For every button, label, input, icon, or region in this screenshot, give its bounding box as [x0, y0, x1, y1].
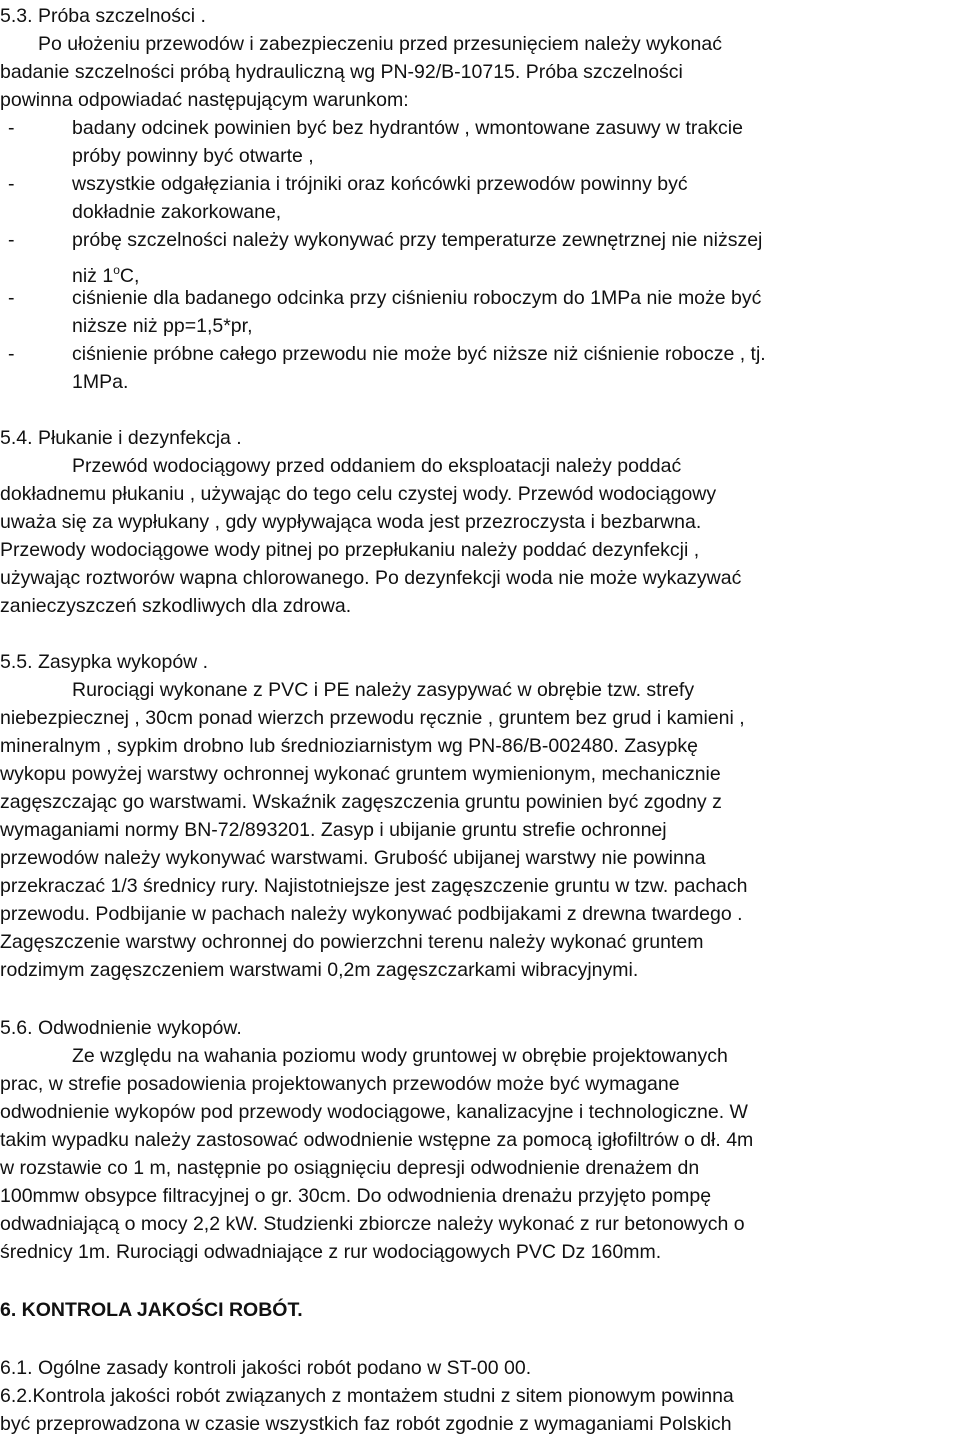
paragraph-line: zanieczyszczeń szkodliwych dla zdrowa.	[0, 595, 352, 617]
paragraph-line: Ze względu na wahania poziomu wody gruntowej w obrębie projektowanych	[72, 1045, 728, 1067]
list-item-line: badany odcinek powinien być bez hydrantów , wmontowane zasuwy w trakcie	[72, 117, 743, 139]
list-item-line	[72, 256, 140, 287]
paragraph-line: powinna odpowiadać następującym warunkom:	[0, 89, 409, 111]
degree-superscript: o	[113, 263, 120, 277]
list-dash: -	[8, 343, 15, 365]
paragraph-line: takim wypadku należy zastosować odwodnienie wstępne za pomocą igłofiltrów o dł. 4m	[0, 1129, 754, 1151]
paragraph-line: 6.2.Kontrola jakości robót związanych z montażem studni z sitem pionowym powinna	[0, 1385, 734, 1407]
section-heading: 5.5. Zasypka wykopów .	[0, 651, 209, 673]
list-dash: -	[8, 287, 15, 309]
paragraph-line: Przewody wodociągowe wody pitnej po przepłukaniu należy poddać dezynfekcji ,	[0, 539, 700, 561]
paragraph-line: odwodnienie wykopów pod przewody wodociągowe, kanalizacyjne i technologiczne. W	[0, 1101, 748, 1123]
paragraph-line: badanie szczelności próbą hydrauliczną wg PN-92/B-10715. Próba szczelności	[0, 61, 683, 83]
list-item-line: ciśnienie próbne całego przewodu nie może być niższe niż ciśnienie robocze , tj.	[72, 343, 766, 365]
paragraph-line: wymaganiami normy BN-72/893201. Zasyp i ubijanie gruntu strefie ochronnej	[0, 819, 667, 841]
list-item-line: 1MPa.	[72, 371, 129, 393]
list-dash: -	[8, 173, 15, 195]
paragraph-line: Rurociągi wykonane z PVC i PE należy zasypywać w obrębie tzw. strefy	[72, 679, 695, 701]
list-item-line: dokładnie zakorkowane,	[72, 201, 282, 223]
paragraph-line: być przeprowadzona w czasie wszystkich faz robót zgodnie z wymaganiami Polskich	[0, 1413, 732, 1435]
list-item-line: próbę szczelności należy wykonywać przy temperaturze zewnętrznej nie niższej	[72, 229, 763, 251]
temperature-text: niż 1	[72, 265, 114, 287]
paragraph-line: Przewód wodociągowy przed oddaniem do eksploatacji należy poddać	[72, 455, 682, 477]
list-item-line: niższe niż pp=1,5*pr,	[72, 315, 253, 337]
paragraph-line: dokładnemu płukaniu , używając do tego celu czystej wody. Przewód wodociągowy	[0, 483, 717, 505]
chapter-heading: 6. KONTROLA JAKOŚCI ROBÓT.	[0, 1299, 303, 1321]
paragraph-line: średnicy 1m. Rurociągi odwadniające z rur wodociągowych PVC Dz 160mm.	[0, 1241, 662, 1263]
paragraph-line: odwadniającą o mocy 2,2 kW. Studzienki zbiorcze należy wykonać z rur betonowych o	[0, 1213, 745, 1235]
temperature-unit: C,	[119, 265, 140, 287]
paragraph-line: mineralnym , sypkim drobno lub średnioziarnistym wg PN-86/B-002480. Zasypkę	[0, 735, 698, 757]
list-item-line: ciśnienie dla badanego odcinka przy ciśnieniu roboczym do 1MPa nie może być	[72, 287, 762, 309]
section-heading: 5.6. Odwodnienie wykopów.	[0, 1017, 242, 1039]
paragraph-line: zagęszczając go warstwami. Wskaźnik zagęszczenia gruntu powinien być zgodny z	[0, 791, 722, 813]
paragraph-line: przekraczać 1/3 średnicy rury. Najistotniejsze jest zagęszczenie gruntu w tzw. pachach	[0, 875, 748, 897]
paragraph-line: przewodów należy wykonywać warstwami. Grubość ubijanej warstwy nie powinna	[0, 847, 706, 869]
paragraph-line: 100mmw obsypce filtracyjnej o gr. 30cm. Do odwodnienia drenażu przyjęto pompę	[0, 1185, 712, 1207]
paragraph-line: Po ułożeniu przewodów i zabezpieczeniu przed przesunięciem należy wykonać	[38, 33, 722, 55]
paragraph-line: uważa się za wypłukany , gdy wypływająca woda jest przezroczysta i bezbarwna.	[0, 511, 702, 533]
list-item-line: wszystkie odgałęziania i trójniki oraz końcówki przewodów powinny być	[72, 173, 688, 195]
paragraph-line: wykopu powyżej warstwy ochronnej wykonać gruntem wymienionym, mechanicznie	[0, 763, 721, 785]
section-heading: 5.4. Płukanie i dezynfekcja .	[0, 427, 242, 449]
paragraph-line: niebezpiecznej , 30cm ponad wierzch przewodu ręcznie , gruntem bez grud i kamieni ,	[0, 707, 745, 729]
list-dash: -	[8, 229, 15, 251]
list-dash: -	[8, 117, 15, 139]
paragraph-line: w rozstawie co 1 m, następnie po osiągnięciu depresji odwodnienie drenażem dn	[0, 1157, 700, 1179]
paragraph-line: przewodu. Podbijanie w pachach należy wykonywać podbijakami z drewna twardego .	[0, 903, 743, 925]
paragraph-line: używając roztworów wapna chlorowanego. Po dezynfekcji woda nie może wykazywać	[0, 567, 742, 589]
paragraph-line: rodzimym zagęszczeniem warstwami 0,2m zagęszczarkami wibracyjnymi.	[0, 959, 639, 981]
paragraph-line: prac, w strefie posadowienia projektowanych przewodów może być wymagane	[0, 1073, 680, 1095]
paragraph-line: 6.1. Ogólne zasady kontroli jakości robót podano w ST-00 00.	[0, 1357, 532, 1379]
list-item-line: próby powinny być otwarte ,	[72, 145, 314, 167]
paragraph-line: Zagęszczenie warstwy ochronnej do powierzchni terenu należy wykonać gruntem	[0, 931, 704, 953]
section-heading: 5.3. Próba szczelności .	[0, 5, 206, 27]
